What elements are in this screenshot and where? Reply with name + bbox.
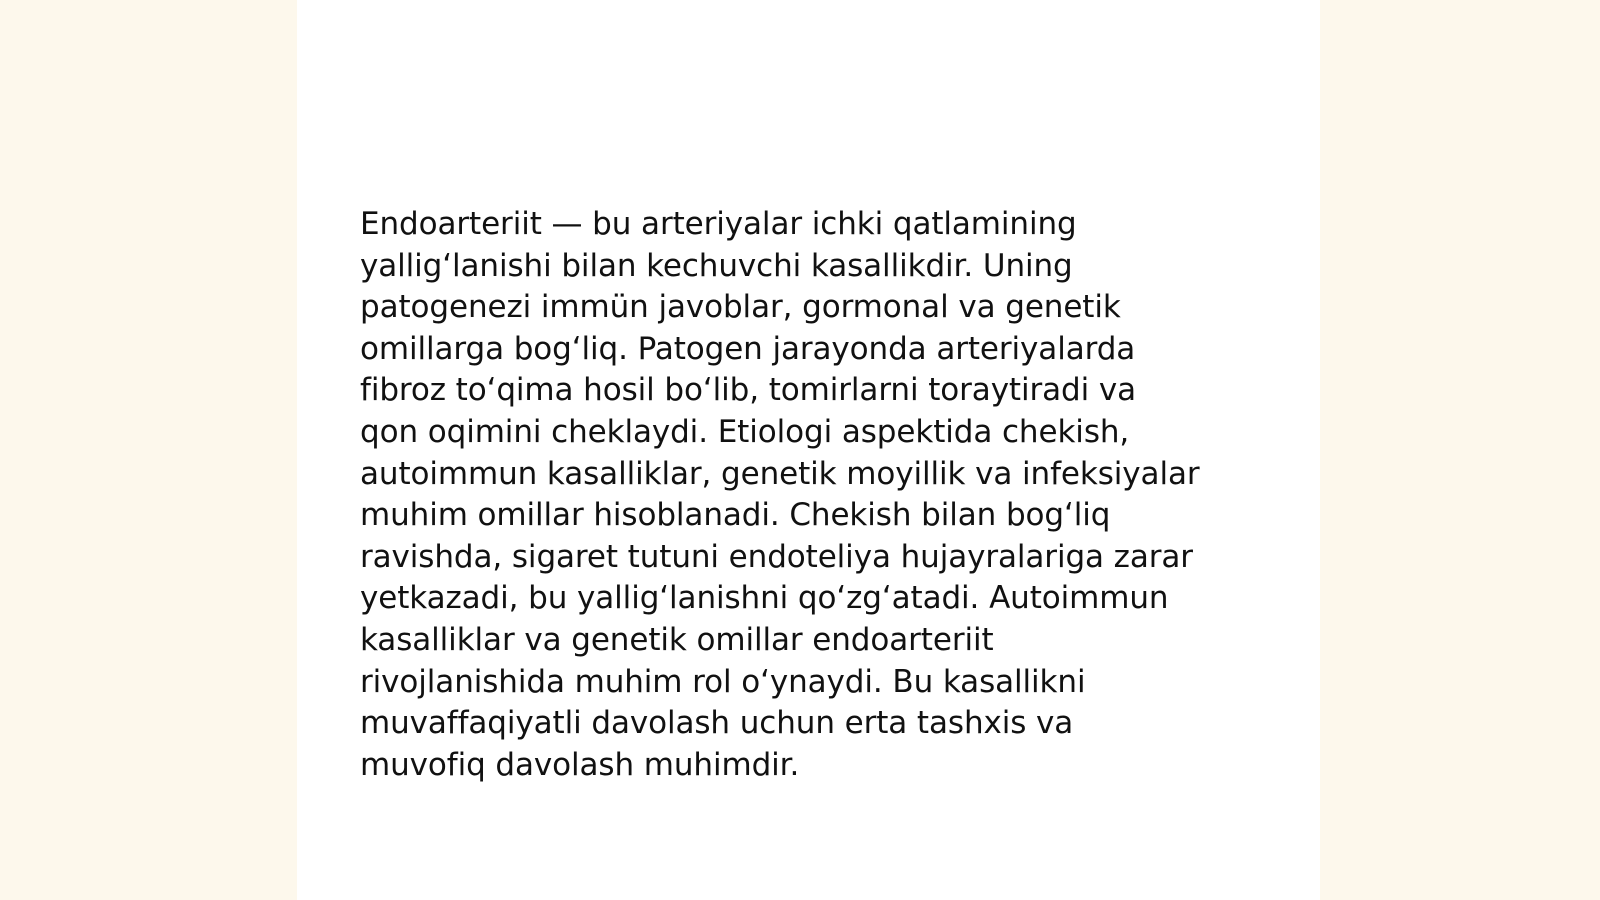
right-margin-background bbox=[1320, 0, 1600, 900]
slide-canvas bbox=[297, 0, 1320, 900]
body-paragraph: Endoarteriit — bu arteriyalar ichki qatlamining yallig‘lanishi bilan kechuvchi kasallikdir. Uning patogenezi immün javoblar, gormonal va genetik omillarga bog‘liq. Patogen jarayonda arteriyalarda fibroz to‘qima hosil bo‘lib, tomirlarni toraytiradi va qon oqimini cheklaydi. Etiologi aspektida chekish, autoimmun kasalliklar, genetik moyillik va infeksiyalar muhim omillar hisoblanadi. Chekish bilan bog‘liq ravishda, sigaret tutuni endoteliya hujayralariga zarar yetkazadi, bu yallig‘lanishni qo‘zg‘atadi. Autoimmun kasalliklar va genetik omillar endoarteriit rivojlanishida muhim rol o‘ynaydi. Bu kasallikni muvaffaqiyatli davolash uchun erta tashxis va muvofiq davolash muhimdir. bbox=[360, 206, 1200, 783]
left-margin-background bbox=[0, 0, 297, 900]
